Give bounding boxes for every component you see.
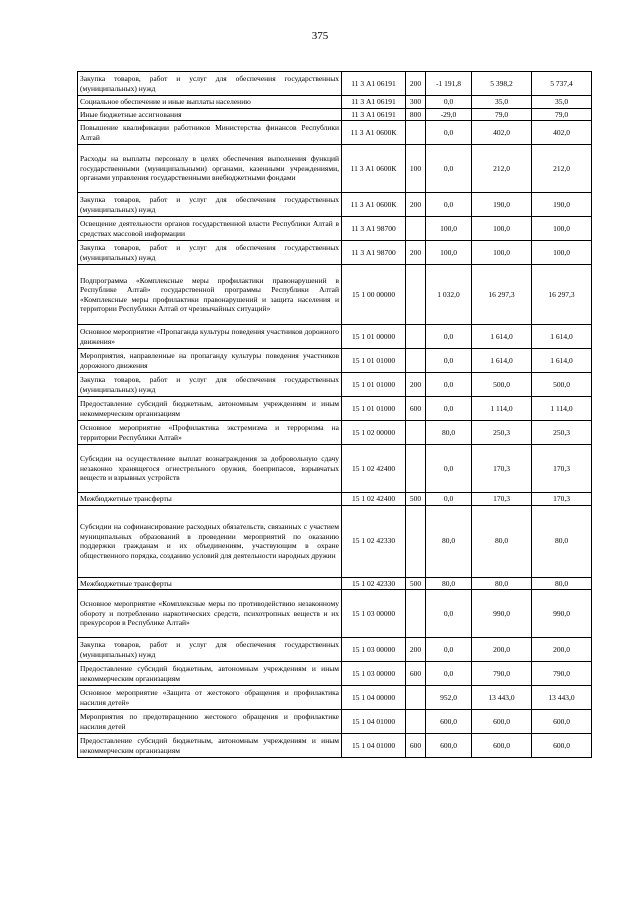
- item-name: Субсидии на софинансирование расходных обязательств, связанных с участием муниципальных образований в проведении мероприятий по оказанию поддержки гражданам и их объединениям, участвующим в охране общественного порядка, созданию условий для деятельности народных дружин: [78, 505, 342, 577]
- table-row: [78, 421, 592, 445]
- expense-type-code: [406, 121, 426, 145]
- target-article-code: 11 3 А1 98700: [342, 241, 406, 265]
- amount-year-2: 212,0: [532, 145, 592, 193]
- amount-year-2: 170,3: [532, 445, 592, 493]
- item-name: Основное мероприятие «Комплексные меры по противодействию незаконному обороту и потреблению наркотических средств, психотропных веществ и их прекурсоров в Республике Алтай»: [78, 590, 342, 638]
- item-name: Предоставление субсидий бюджетным, автономным учреждениям и иным некоммерческим организациям: [78, 734, 342, 758]
- amount-change: 80,0: [426, 577, 472, 590]
- expense-type-code: 200: [406, 373, 426, 397]
- expense-type-code: 100: [406, 145, 426, 193]
- amount-year-2: 1 614,0: [532, 325, 592, 349]
- expense-type-code: 800: [406, 108, 426, 121]
- amount-year-2: 1 114,0: [532, 397, 592, 421]
- amount-year-2: 790,0: [532, 662, 592, 686]
- item-name: Основное мероприятие «Защита от жестокого обращения и профилактика насилия детей»: [78, 686, 342, 710]
- item-name: Иные бюджетные ассигнования: [78, 108, 342, 121]
- target-article-code: 15 1 02 42330: [342, 505, 406, 577]
- amount-year-2: 402,0: [532, 121, 592, 145]
- target-article-code: 11 3 А1 06191: [342, 72, 406, 96]
- target-article-code: 15 1 04 01000: [342, 710, 406, 734]
- table-row: [78, 265, 592, 325]
- table-row: [78, 121, 592, 145]
- expense-type-code: 600: [406, 734, 426, 758]
- amount-year-2: 990,0: [532, 590, 592, 638]
- amount-change: 0,0: [426, 373, 472, 397]
- expense-type-code: [406, 325, 426, 349]
- expense-type-code: 200: [406, 241, 426, 265]
- target-article-code: 15 1 03 00000: [342, 590, 406, 638]
- amount-year-1: 600,0: [472, 734, 532, 758]
- table-row: [78, 72, 592, 96]
- item-name: Предоставление субсидий бюджетным, автономным учреждениям и иным некоммерческим организациям: [78, 397, 342, 421]
- amount-change: 0,0: [426, 325, 472, 349]
- amount-year-2: 79,0: [532, 108, 592, 121]
- target-article-code: 11 3 А1 0600К: [342, 121, 406, 145]
- expense-type-code: 600: [406, 397, 426, 421]
- expense-type-code: [406, 445, 426, 493]
- amount-year-2: 100,0: [532, 241, 592, 265]
- table-row: [78, 96, 592, 109]
- amount-change: 0,0: [426, 145, 472, 193]
- table-row: [78, 193, 592, 217]
- target-article-code: 15 1 04 00000: [342, 686, 406, 710]
- item-name: Межбюджетные трансферты: [78, 577, 342, 590]
- item-name: Предоставление субсидий бюджетным, автономным учреждениям и иным некоммерческим организациям: [78, 662, 342, 686]
- item-name: Закупка товаров, работ и услуг для обеспечения государственных (муниципальных) нужд: [78, 241, 342, 265]
- item-name: Мероприятия, направленные на пропаганду культуры поведения участников дорожного движения: [78, 349, 342, 373]
- target-article-code: 15 1 00 00000: [342, 265, 406, 325]
- item-name: Повышение квалификации работников Министерства финансов Республики Алтай: [78, 121, 342, 145]
- table-row: [78, 710, 592, 734]
- amount-year-2: 5 737,4: [532, 72, 592, 96]
- amount-change: 100,0: [426, 217, 472, 241]
- amount-year-2: 200,0: [532, 638, 592, 662]
- target-article-code: 15 1 02 42400: [342, 445, 406, 493]
- amount-year-1: 16 297,3: [472, 265, 532, 325]
- amount-change: 80,0: [426, 505, 472, 577]
- table-row: [78, 349, 592, 373]
- target-article-code: 11 3 А1 06191: [342, 108, 406, 121]
- target-article-code: 11 3 А1 0600К: [342, 193, 406, 217]
- amount-year-2: 250,3: [532, 421, 592, 445]
- amount-year-2: 1 614,0: [532, 349, 592, 373]
- amount-year-1: 80,0: [472, 505, 532, 577]
- amount-year-1: 200,0: [472, 638, 532, 662]
- amount-change: 0,0: [426, 493, 472, 506]
- amount-year-2: 80,0: [532, 577, 592, 590]
- expense-type-code: 500: [406, 493, 426, 506]
- table-row: [78, 241, 592, 265]
- amount-change: 600,0: [426, 710, 472, 734]
- amount-change: -1 191,8: [426, 72, 472, 96]
- target-article-code: 15 1 04 01000: [342, 734, 406, 758]
- amount-year-2: 13 443,0: [532, 686, 592, 710]
- amount-year-1: 600,0: [472, 710, 532, 734]
- item-name: Подпрограмма «Комплексные меры профилактики правонарушений в Республике Алтай» государственной программы Республики Алтай «Комплексные меры профилактики правонарушений и защита населения и территории Республики Алтай от чрезвычайных ситуаций»: [78, 265, 342, 325]
- amount-year-2: 80,0: [532, 505, 592, 577]
- table-row: [78, 590, 592, 638]
- item-name: Расходы на выплаты персоналу в целях обеспечения выполнения функций государственными (муниципальными) органами, казенными учреждениями, органами управления государственными внебюджетными фондами: [78, 145, 342, 193]
- amount-year-1: 990,0: [472, 590, 532, 638]
- item-name: Закупка товаров, работ и услуг для обеспечения государственных (муниципальных) нужд: [78, 193, 342, 217]
- amount-change: 100,0: [426, 241, 472, 265]
- amount-change: 1 032,0: [426, 265, 472, 325]
- expense-type-code: [406, 349, 426, 373]
- amount-year-2: 100,0: [532, 217, 592, 241]
- amount-year-1: 212,0: [472, 145, 532, 193]
- amount-change: 0,0: [426, 590, 472, 638]
- amount-year-2: 600,0: [532, 710, 592, 734]
- expense-type-code: [406, 217, 426, 241]
- table-row: [78, 373, 592, 397]
- amount-year-1: 790,0: [472, 662, 532, 686]
- page-number: 375: [311, 30, 329, 42]
- item-name: Закупка товаров, работ и услуг для обеспечения государственных (муниципальных) нужд: [78, 373, 342, 397]
- expense-type-code: 500: [406, 577, 426, 590]
- amount-year-2: 600,0: [532, 734, 592, 758]
- amount-year-1: 1 114,0: [472, 397, 532, 421]
- expense-type-code: 200: [406, 72, 426, 96]
- item-name: Основное мероприятие «Пропаганда культуры поведения участников дорожного движения»: [78, 325, 342, 349]
- amount-year-2: 16 297,3: [532, 265, 592, 325]
- target-article-code: 15 1 03 00000: [342, 662, 406, 686]
- target-article-code: 11 3 А1 06191: [342, 96, 406, 109]
- amount-change: 952,0: [426, 686, 472, 710]
- table-row: [78, 397, 592, 421]
- amount-year-1: 402,0: [472, 121, 532, 145]
- table-row: [78, 734, 592, 758]
- amount-change: 0,0: [426, 397, 472, 421]
- expense-type-code: [406, 421, 426, 445]
- item-name: Освещение деятельности органов государственной власти Республики Алтай в средствах массовой информации: [78, 217, 342, 241]
- expense-type-code: 300: [406, 96, 426, 109]
- amount-change: 0,0: [426, 638, 472, 662]
- target-article-code: 15 1 01 01000: [342, 397, 406, 421]
- table-row: [78, 493, 592, 506]
- item-name: Закупка товаров, работ и услуг для обеспечения государственных (муниципальных) нужд: [78, 638, 342, 662]
- expense-type-code: [406, 710, 426, 734]
- amount-year-1: 35,0: [472, 96, 532, 109]
- table-row: [78, 217, 592, 241]
- item-name: Субсидии на осуществление выплат вознаграждения за добровольную сдачу незаконно хранящегося огнестрельного оружия, боеприпасов, взрывчатых веществ и взрывных устройств: [78, 445, 342, 493]
- expense-type-code: 200: [406, 638, 426, 662]
- target-article-code: 15 1 01 00000: [342, 325, 406, 349]
- amount-year-1: 100,0: [472, 241, 532, 265]
- amount-year-1: 5 398,2: [472, 72, 532, 96]
- table-row: [78, 145, 592, 193]
- table-row: [78, 577, 592, 590]
- amount-change: 0,0: [426, 349, 472, 373]
- amount-year-2: 500,0: [532, 373, 592, 397]
- amount-year-2: 190,0: [532, 193, 592, 217]
- table-row: [78, 686, 592, 710]
- table-row: [78, 505, 592, 577]
- amount-change: 80,0: [426, 421, 472, 445]
- target-article-code: 15 1 01 01000: [342, 349, 406, 373]
- amount-change: 0,0: [426, 662, 472, 686]
- target-article-code: 15 1 02 42400: [342, 493, 406, 506]
- expense-type-code: 200: [406, 193, 426, 217]
- amount-change: 0,0: [426, 193, 472, 217]
- amount-change: 0,0: [426, 96, 472, 109]
- table-row: [78, 662, 592, 686]
- amount-year-1: 170,3: [472, 445, 532, 493]
- amount-year-2: 35,0: [532, 96, 592, 109]
- amount-year-1: 190,0: [472, 193, 532, 217]
- item-name: Мероприятия по предотвращению жестокого обращения и профилактике насилия детей: [78, 710, 342, 734]
- table-row: [78, 638, 592, 662]
- amount-year-1: 13 443,0: [472, 686, 532, 710]
- amount-year-1: 80,0: [472, 577, 532, 590]
- amount-change: 600,0: [426, 734, 472, 758]
- target-article-code: 15 1 02 42330: [342, 577, 406, 590]
- item-name: Межбюджетные трансферты: [78, 493, 342, 506]
- target-article-code: 15 1 01 01000: [342, 373, 406, 397]
- target-article-code: 15 1 03 00000: [342, 638, 406, 662]
- budget-table: [77, 71, 592, 758]
- expense-type-code: [406, 686, 426, 710]
- expense-type-code: 600: [406, 662, 426, 686]
- amount-year-1: 170,3: [472, 493, 532, 506]
- amount-year-1: 79,0: [472, 108, 532, 121]
- budget-table-body: [78, 72, 592, 758]
- amount-change: -29,0: [426, 108, 472, 121]
- expense-type-code: [406, 590, 426, 638]
- target-article-code: 11 3 А1 0600К: [342, 145, 406, 193]
- amount-year-2: 170,3: [532, 493, 592, 506]
- item-name: Социальное обеспечение и иные выплаты населению: [78, 96, 342, 109]
- amount-change: 0,0: [426, 445, 472, 493]
- expense-type-code: [406, 505, 426, 577]
- amount-year-1: 500,0: [472, 373, 532, 397]
- item-name: Основное мероприятие «Профилактика экстремизма и терроризма на территории Республики Алтай»: [78, 421, 342, 445]
- amount-change: 0,0: [426, 121, 472, 145]
- target-article-code: 11 3 А1 98700: [342, 217, 406, 241]
- amount-year-1: 1 614,0: [472, 349, 532, 373]
- table-row: [78, 108, 592, 121]
- target-article-code: 15 1 02 00000: [342, 421, 406, 445]
- amount-year-1: 250,3: [472, 421, 532, 445]
- table-row: [78, 325, 592, 349]
- amount-year-1: 1 614,0: [472, 325, 532, 349]
- expense-type-code: [406, 265, 426, 325]
- table-row: [78, 445, 592, 493]
- item-name: Закупка товаров, работ и услуг для обеспечения государственных (муниципальных) нужд: [78, 72, 342, 96]
- amount-year-1: 100,0: [472, 217, 532, 241]
